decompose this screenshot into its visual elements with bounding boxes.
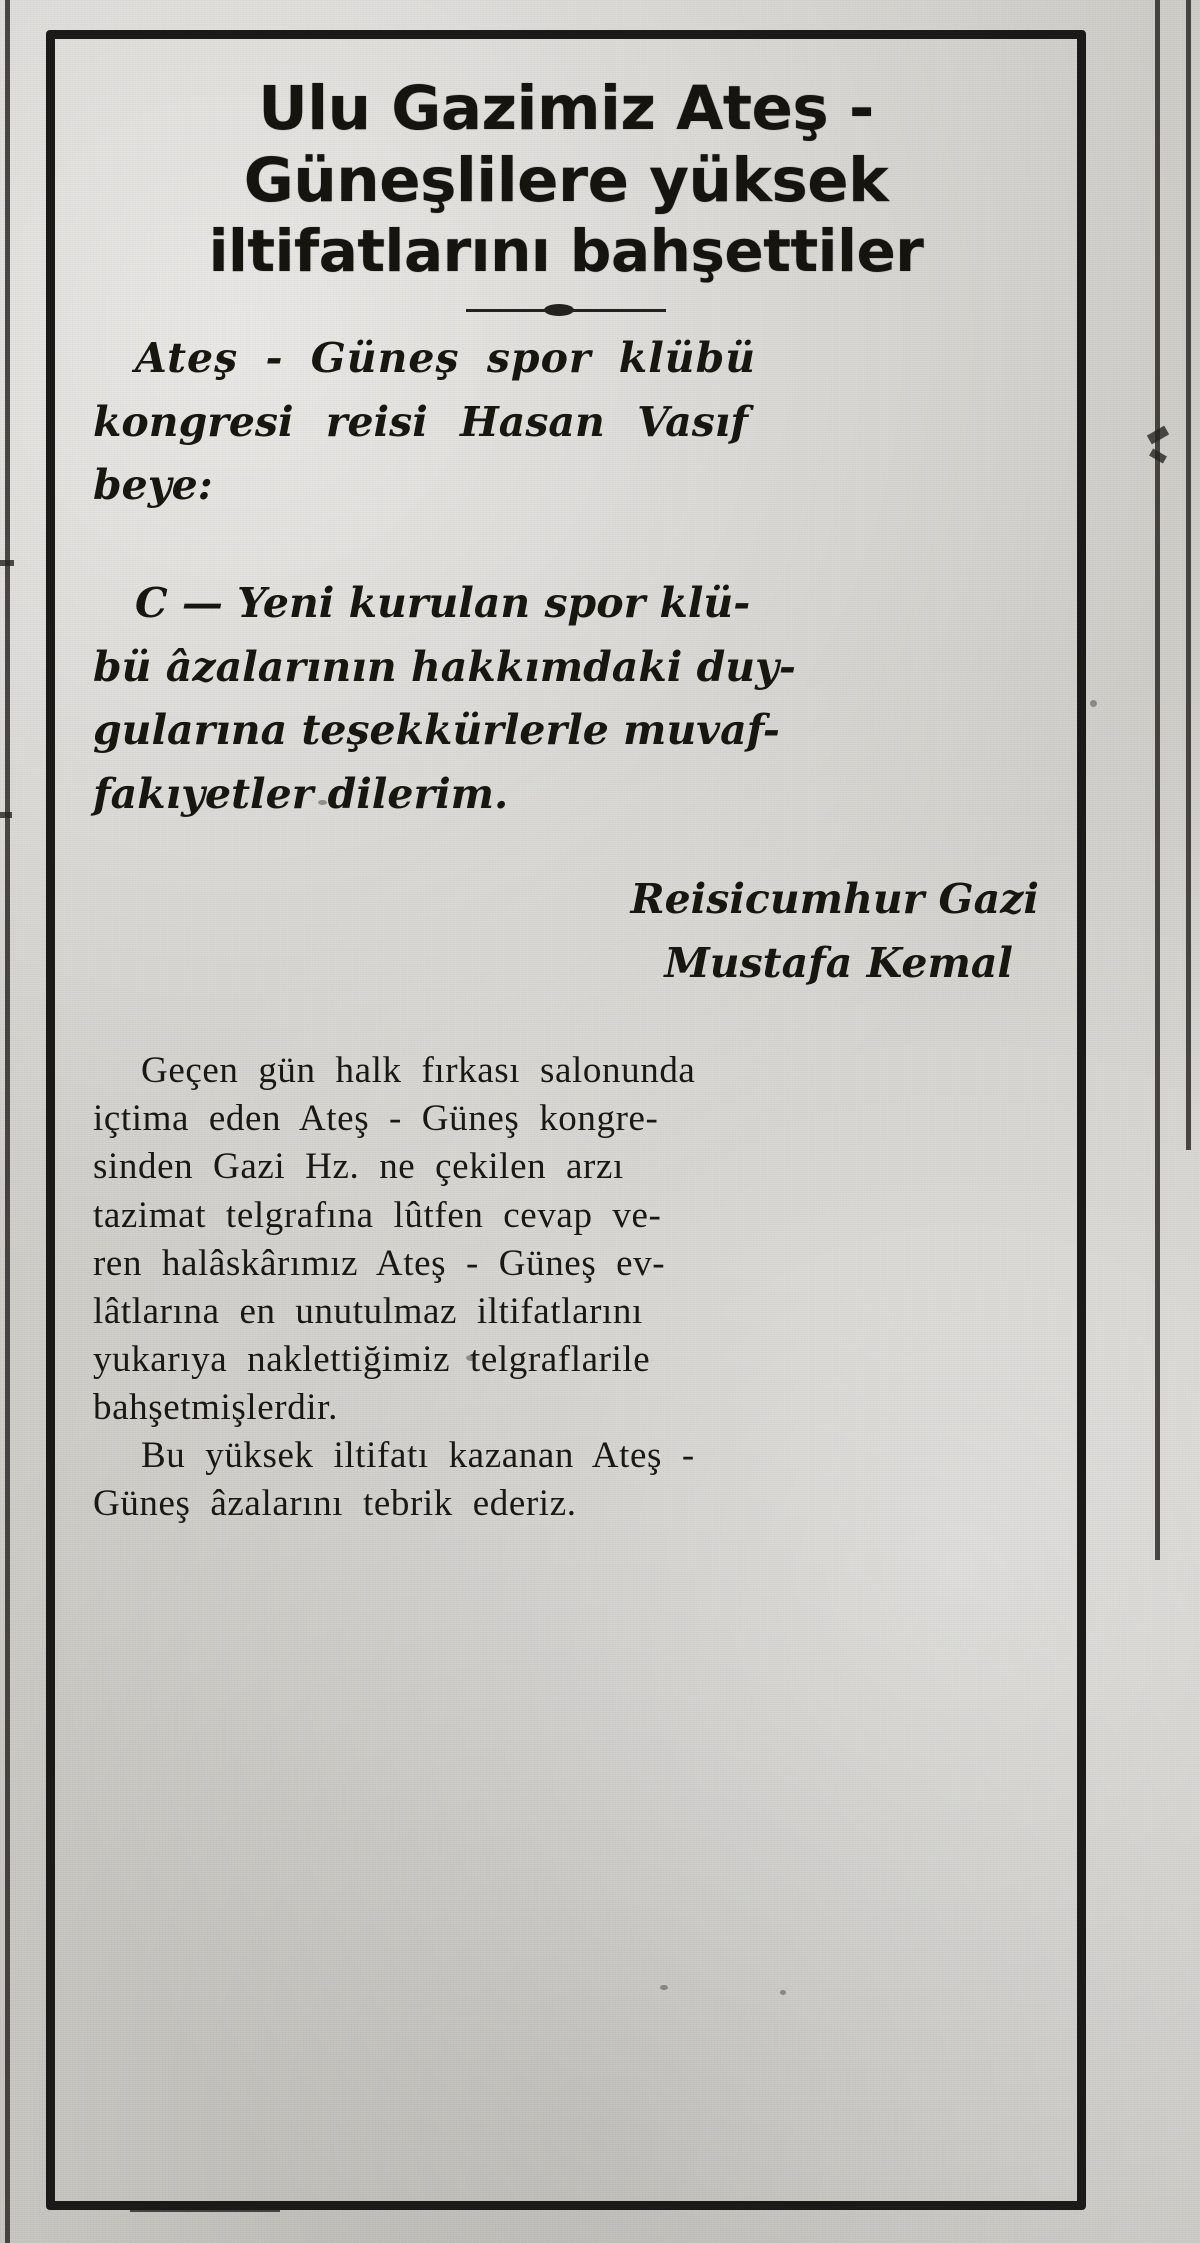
body-line: sinden Gazi Hz. ne çekilen arzı bbox=[93, 1146, 624, 1188]
telegram-line-3: gularına teşekkürlerle muvaf- bbox=[93, 706, 780, 755]
telegram-signature bbox=[93, 868, 1039, 995]
article-body bbox=[93, 1047, 1039, 1528]
lead-line-3: beye: bbox=[93, 461, 213, 510]
body-line: ren halâskârımız Ateş - Güneş ev- bbox=[93, 1242, 666, 1284]
body-line: Bu yüksek iltifatı kazanan Ateş - bbox=[141, 1435, 695, 1477]
speck bbox=[1090, 700, 1097, 707]
lead-line-1: Ateş - Güneş spor klübü bbox=[135, 334, 757, 383]
signature-line-2: Mustafa Kemal bbox=[664, 938, 1013, 987]
body-line: tazimat telgrafına lûtfen cevap ve- bbox=[93, 1194, 662, 1236]
decorative-divider bbox=[466, 303, 666, 317]
telegram-addressee bbox=[93, 327, 1039, 518]
body-line: içtima eden Ateş - Güneş kongre- bbox=[93, 1098, 659, 1140]
lead-line-2: kongresi reisi Hasan Vasıf bbox=[93, 397, 748, 446]
divider-ornament bbox=[544, 304, 574, 316]
ink-mark bbox=[0, 560, 14, 566]
signature-line-1: Reisicumhur Gazi bbox=[630, 875, 1039, 924]
body-paragraph-2 bbox=[93, 1432, 1039, 1528]
body-line: Geçen gün halk fırkası salonunda bbox=[141, 1050, 696, 1092]
article-frame bbox=[46, 30, 1086, 2210]
ink-mark bbox=[0, 812, 12, 818]
headline-line-3: iltifatlarını bahşettiler bbox=[208, 216, 924, 285]
telegram-line-4: fakıyetler dilerim. bbox=[93, 769, 509, 818]
headline-line-1: Ulu Gazimiz Ateş - bbox=[258, 73, 874, 144]
body-line: lâtlarına en unutulmaz iltifatlarını bbox=[93, 1290, 643, 1332]
telegram-body bbox=[93, 572, 1039, 826]
headline-line-2: Güneşlilere yüksek bbox=[243, 144, 889, 216]
column-rule-left bbox=[5, 0, 10, 2243]
body-line: bahşetmişlerdir. bbox=[93, 1386, 338, 1428]
telegram-line-1: C — Yeni kurulan spor klü- bbox=[135, 579, 751, 628]
body-line: yukarıya naklettiğimiz telgraflarile bbox=[93, 1338, 651, 1380]
telegram-line-2: bü âzalarının hakkımdaki duy- bbox=[93, 642, 796, 691]
article-headline bbox=[93, 73, 1039, 285]
body-paragraph-1 bbox=[93, 1047, 1039, 1432]
column-rule-right bbox=[1155, 0, 1160, 1560]
body-line: Güneş âzalarını tebrik ederiz. bbox=[93, 1483, 577, 1525]
column-rule-far-right bbox=[1186, 0, 1191, 1150]
